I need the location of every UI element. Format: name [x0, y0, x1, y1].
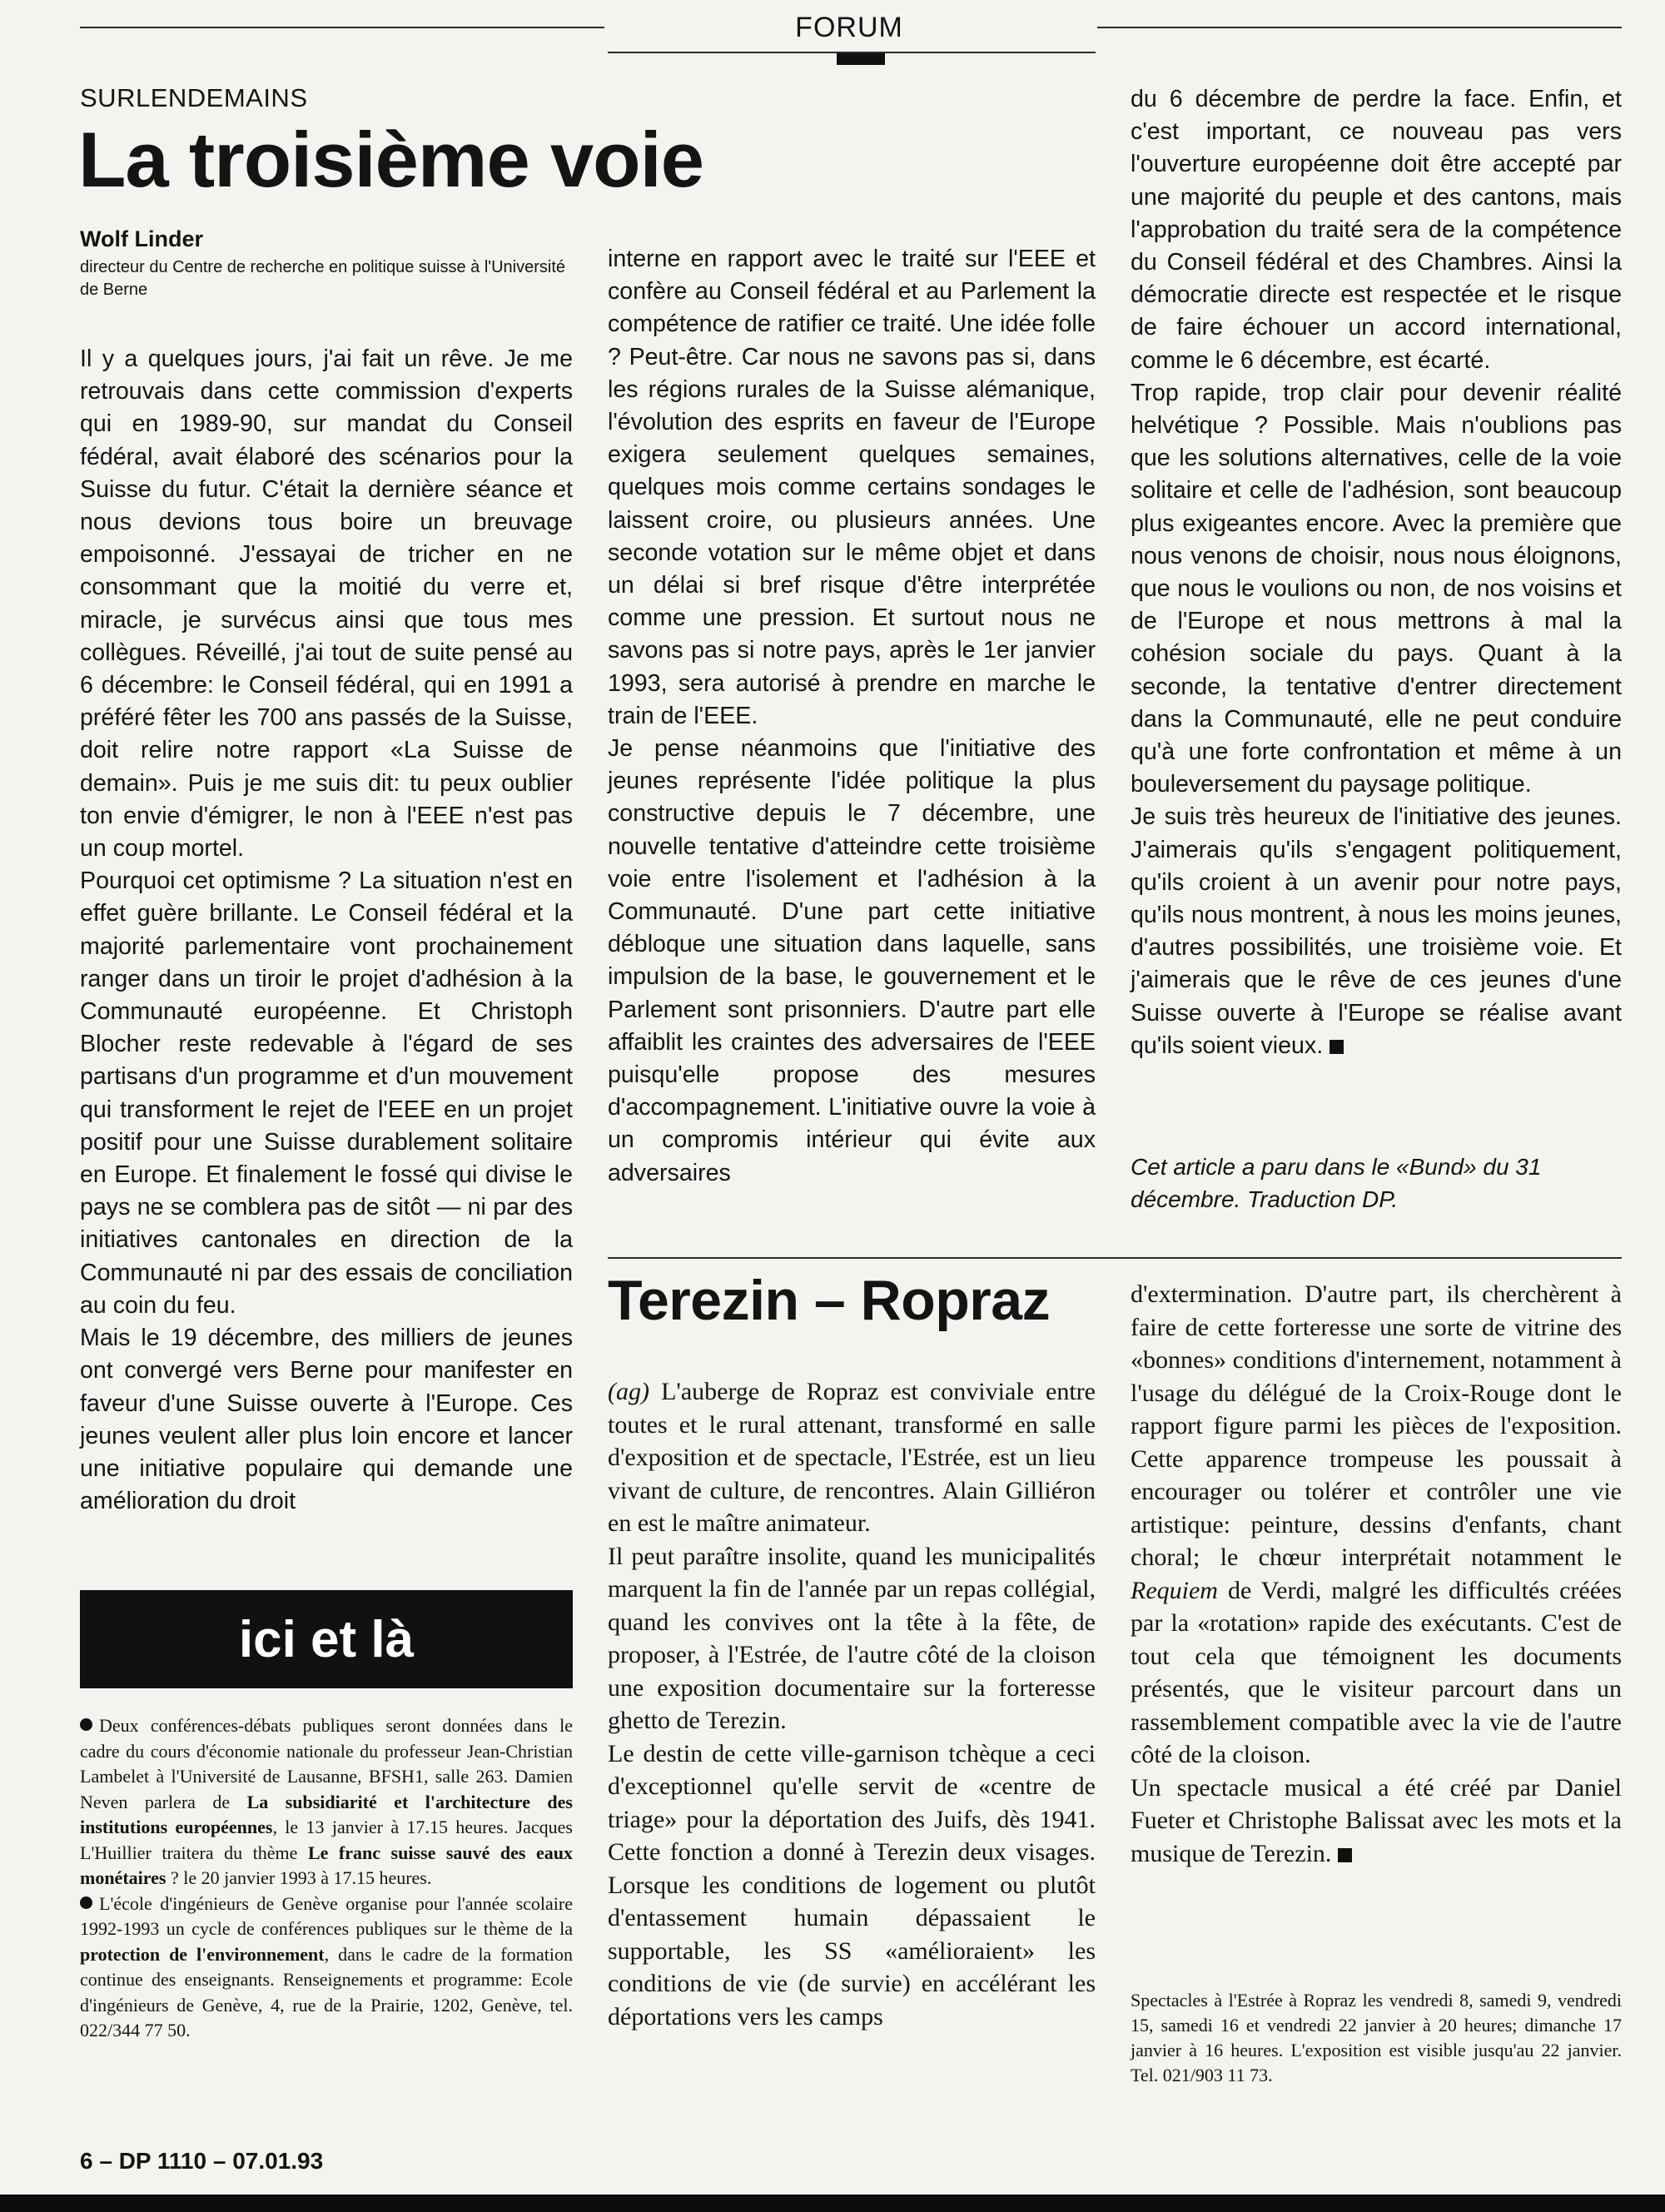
brief-bold: protection de l'environnement — [80, 1943, 325, 1965]
kicker: SURLENDEMAINS — [80, 83, 308, 112]
article2-column-1 — [608, 1375, 1096, 2033]
paragraph-text: Un spectacle musical a été créé par Daniel Fueter et Christophe Balissat avec les mots et la musique de Terezin. — [1131, 1773, 1622, 1867]
page-footer: 6 – DP 1110 – 07.01.93 — [80, 2148, 324, 2174]
top-rule-right — [1097, 27, 1622, 28]
paragraph: Je pense néanmoins que l'initiative des jeunes représente l'idée politique la plus constructive depuis le 7 décembre, une nouvelle tentative d'atteindre cette troisième voie entre l'isolement et l'adhésion à la Communauté. D'une part cette initiative débloque une situation dans laquelle, sans impulsion de la base, le gouvernement et le Parlement sont prisonniers. D'autre part elle affaiblit les craintes des adversaires de l'EEE puisqu'elle propose des mesures d'accompagnement. L'initiative ouvre la voie à un compromis intérieur qui évite aux adversaires — [608, 735, 1096, 1186]
paragraph: Le destin de cette ville-garnison tchèque a ceci d'exceptionnel qu'elle servit de «centre de triage» pour la déportation des Juifs, dès 1941. Cette fonction a donné à Terezin deux visages. Lorsque les conditions de logement ou plutôt d'entassement humain dépassaient le supportable, les SS «amélioraient» les conditions de vie (de survie) en accélérant les déportations vers les camps — [608, 1739, 1096, 2031]
paragraph-text: de Verdi, malgré les difficultés créées par la «rotation» rapide des exécutants. C'est de tout cela que témoignent les documents présentés, que le visiteur parcourt dans un rassemblement compatible avec la vie de l'autre côté de la cloison. — [1131, 1576, 1622, 1768]
paragraph: interne en rapport avec le traité sur l'EEE et confère au Conseil fédéral et au Parlement la compétence de ratifier ce traité. Une idée folle ? Peut-être. Car nous ne savons pas si, dans les régions rurales de la Suisse alémanique, l'évolution des esprits en faveur de l'Europe exigera seulement quelques semaines, quelques mois comme certains sondages le laissent croire, ou plusieurs années. Une seconde votation sur le même objet et dans un délai si bref risque d'être interprétée comme une pression. Et surtout nous ne savons pas si notre pays, après le 1er janvier 1993, sera autorisé à prendre en marche le train de l'EEE. — [608, 246, 1096, 729]
paragraph: du 6 décembre de perdre la face. Enfin, et c'est important, ce nouveau pas vers l'ouverture européenne doit être accepté par une majorité du peuple et des cantons, mais l'approbation du traité sera de la compétence du Conseil fédéral et des Chambres. Ainsi la démocratie directe est respectée et le risque de faire échouer un accord international, comme le 6 décembre, est écarté. — [1131, 86, 1622, 374]
article2-title: Terezin – Ropraz — [608, 1269, 1051, 1332]
paragraph — [1131, 1278, 1622, 1772]
paragraph: Il peut paraître insolite, quand les municipalités marquent la fin de l'année par un repas collégial, quand les convives ont la tête à la fête, de proposer, à l'Estrée, de l'autre côté de la cloison une exposition documentaire sur la forteresse ghetto de Terezin. — [608, 1542, 1096, 1734]
paragraph-text: L'auberge de Ropraz est conviviale entre toutes et le rural attenant, transformé en salle d'exposition et de spectacle, l'Estrée, est un lieu vivant de culture, de rencontres. Alain Gilliéron en est le maître animateur. — [608, 1378, 1096, 1537]
section-label: FORUM — [795, 12, 903, 43]
author-name: Wolf Linder — [80, 226, 203, 251]
bullet-icon — [80, 1896, 92, 1909]
paragraph-text: Je suis très heureux de l'initiative des jeunes. J'aimerais qu'ils s'engagent politiquement, qu'ils croient à un avenir pour notre pays, qu'ils nous montrent, à nous les moins jeunes, d'autres possibilités, une troisième voie. Et j'aimerais que le rêve de ces jeunes d'une Suisse ouverte à l'Europe se réalise avant qu'ils soient vieux. — [1131, 803, 1622, 1059]
top-rule-left — [80, 27, 604, 28]
paragraph — [608, 1375, 1096, 1540]
paragraph-text: d'extermination. D'autre part, ils cherchèrent à faire de cette forteresse une sorte de vitrine des «bonnes» conditions d'internement, notamment à l'usage du délégué de la Croix-Rouge dont le rapport figure parmi les pièces de l'exposition. Cette apparence trompeuse les poussait à encourager ou tolérer et contrôler une vie artistique: peinture, dessins d'enfants, chant choral; le chœur interprétait notamment le — [1131, 1280, 1622, 1571]
sidebar-title: ici et là — [80, 1590, 573, 1688]
article-column-3 — [1131, 83, 1622, 1062]
paragraph: Pourquoi cet optimisme ? La situation n'est en effet guère brillante. Le Conseil fédéral et la majorité parlementaire vont prochainement ranger dans un tiroir le projet d'adhésion à la Communauté européenne. Et Christoph Blocher reste redevable à l'égard de ses partisans d'un programme et d'un mouvement qui transforment le rejet de l'EEE en un projet positif pour une Suisse durablement solitaire en Europe. Et finalement le fossé qui divise le pays ne se comblera pas de sitôt — ni par des initiatives cantonales en direction de la Communauté ni par des essais de conciliation au coin du feu. — [80, 867, 573, 1319]
end-mark-icon — [1338, 1848, 1352, 1862]
translation-note: Cet article a paru dans le «Bund» du 31 décembre. Traduction DP. — [1131, 1154, 1542, 1212]
paragraph: Trop rapide, trop clair pour devenir réalité helvétique ? Possible. Mais n'oublions pas que les solutions alternatives, celle de la voie solitaire et celle de l'adhésion, sont beaucoup plus exigeantes encore. Avec la première que nous venons de choisir, nous nous éloignons, que nous le voulions ou non, de nos voisins et de l'Europe et nous mettrons à mal la cohésion sociale du pays. Quant à la seconde, la tentative d'entrer directement dans la Communauté, elle ne peut conduire qu'à une forte confrontation et même à un bouleversement du paysage politique. — [1131, 379, 1622, 798]
brief-text: , le 13 janvier à 17.15 heures. Jacques L'Huillier traitera du thème — [80, 1817, 573, 1863]
brief-text: L'école d'ingénieurs de Genève organise pour l'année scolaire 1992-1993 un cycle de conférences publiques sur le thème de la — [80, 1892, 573, 1939]
article-separator — [608, 1257, 1622, 1259]
brief-text: ? le 20 janvier 1993 à 17.15 heures. — [170, 1867, 432, 1888]
paragraph: Il y a quelques jours, j'ai fait un rêve. Je me retrouvais dans cette commission d'experts qui en 1989-90, sur mandat du Conseil fédéral, avait élaboré des scénarios pour la Suisse du futur. C'était la dernière séance et nous devions tous boire un breuvage empoisonné. J'essayai de tricher en ne consommant que la moitié du verre et, miracle, je survécus ainsi que tous mes collègues. Réveillé, j'ai tout de suite pensé au 6 décembre: le Conseil fédéral, qui en 1991 a préféré fêter les 700 ans passés de la Suisse, doit relire notre rapport «La Suisse de demain». Puis je me suis dit: tu peux oublier ton envie d'émigrer, le non à l'EEE n'est pas un coup mortel. — [80, 345, 573, 862]
section-mark — [837, 53, 885, 65]
brief-bold: La subsidiarité et l'architecture des institutions européennes — [80, 1791, 573, 1837]
paragraph-italic: Requiem — [1131, 1576, 1218, 1604]
paragraph — [1131, 801, 1622, 1062]
sidebar-briefs — [80, 1713, 573, 2044]
brief-text: , dans le cadre de la formation continue des enseignants. Renseignements et programme: Ecole d'ingénieurs de Genève, 4, rue de la Prairie, 1202, Genève, tel. 022/344 77 50. — [80, 1943, 574, 2041]
article-title: La troisième voie — [78, 116, 703, 203]
event-info: Spectacles à l'Estrée à Ropraz les vendredi 8, samedi 9, vendredi 15, samedi 16 et vendredi 22 janvier à 20 heures; dimanche 17 janvier à 16 heures. L'exposition est visible jusqu'au 22 janvier. Tel. 021/903 11 73. — [1131, 1990, 1622, 2085]
byline: (ag) — [608, 1378, 649, 1405]
brief-item — [80, 1713, 573, 1891]
paragraph: Mais le 19 décembre, des milliers de jeunes ont convergé vers Berne pour manifester en faveur d'une Suisse ouverte à l'Europe. Ces jeunes veulent aller plus loin encore et lancer une initiative populaire qui demande une amélioration du droit — [80, 1325, 573, 1515]
author-role: directeur du Centre de recherche en politique suisse à l'Université de Berne — [80, 258, 566, 299]
brief-bold: Le franc suisse sauvé des eaux monétaires — [80, 1842, 574, 1888]
article-column-2 — [608, 243, 1096, 1190]
bottom-band — [0, 2195, 1665, 2212]
brief-item — [80, 1891, 573, 2044]
brief-text: Deux conférences-débats publiques seront données dans le cadre du cours d'économie nationale du professeur Jean-Christian Lambelet à l'Université de Lausanne, BFSH1, salle 263. Damien Neven parlera de — [80, 1715, 573, 1812]
bullet-icon — [80, 1718, 92, 1731]
end-mark-icon — [1330, 1040, 1344, 1054]
article-column-1 — [80, 343, 573, 1518]
article2-column-2 — [1131, 1278, 1622, 1870]
paragraph — [1131, 1772, 1622, 1871]
